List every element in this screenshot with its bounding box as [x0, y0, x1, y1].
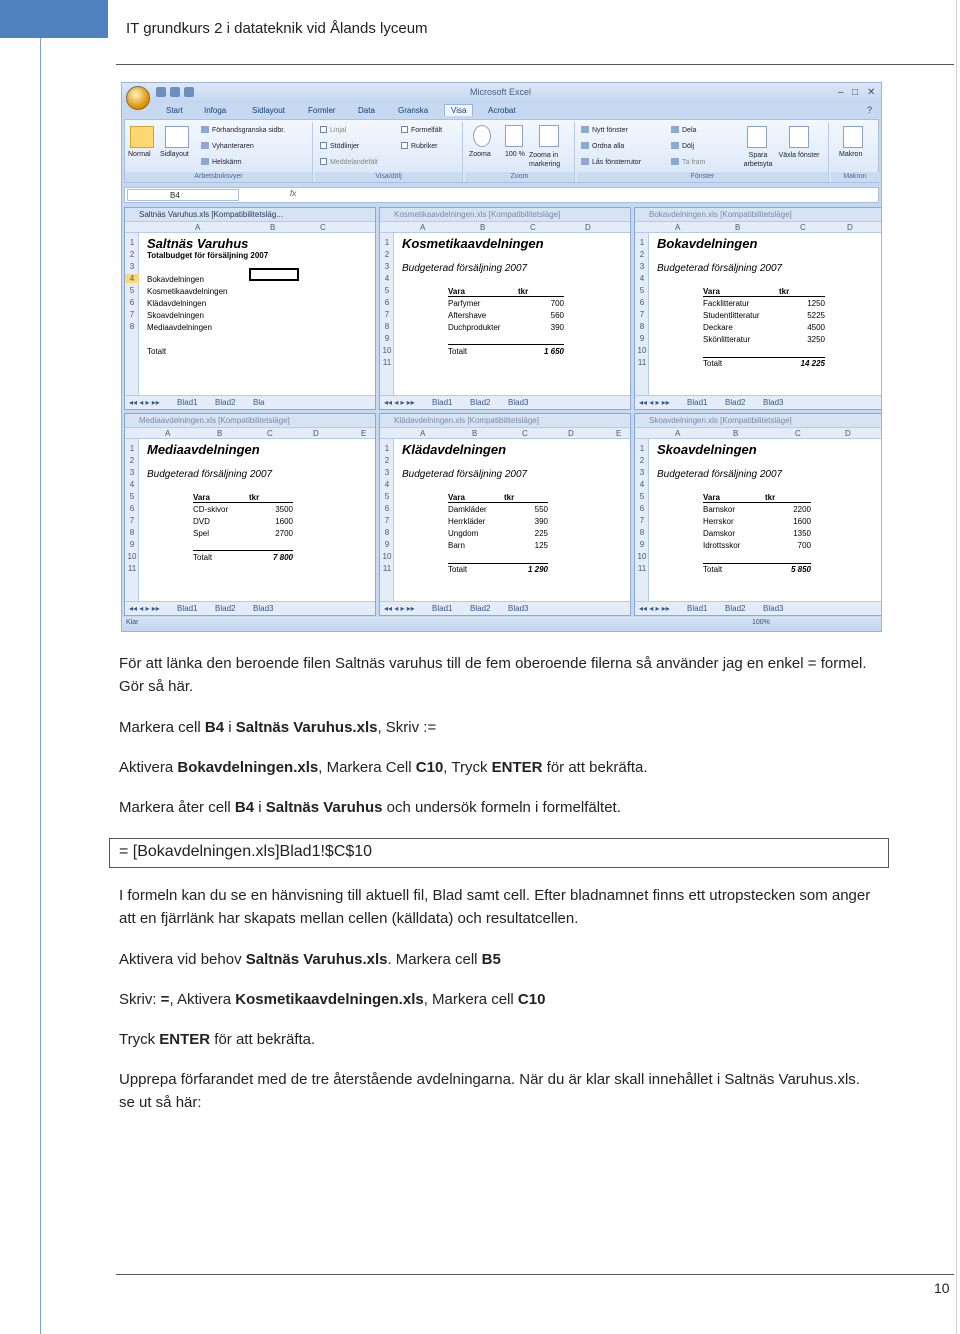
- sheet-tab-blad3[interactable]: Blad3: [508, 398, 529, 407]
- cell-tkr-header: tkr: [765, 493, 776, 502]
- cell-item: Duchprodukter: [448, 323, 501, 332]
- zoom-100-icon[interactable]: [505, 125, 523, 147]
- header-underline: [703, 502, 811, 503]
- col-e[interactable]: E: [361, 429, 367, 438]
- col-b[interactable]: B: [480, 223, 486, 232]
- sheet-tab-blad3[interactable]: Blad3: [508, 604, 529, 613]
- row-headers: 1 2 3 4 5 6 7 8 9 10 11: [380, 233, 394, 395]
- sheet-tabs: [380, 601, 630, 615]
- cell-value: 3250: [807, 335, 825, 344]
- cell-value: 4500: [807, 323, 825, 332]
- window-title: Bokavdelningen.xls [Kompatibilitetsläge]: [635, 208, 882, 222]
- col-d[interactable]: D: [847, 223, 853, 232]
- cell-list-item: Bokavdelningen: [147, 275, 204, 284]
- sheet-tab-blad3[interactable]: Blad3: [253, 604, 274, 613]
- maximize-icon[interactable]: □: [852, 87, 859, 98]
- tab-start[interactable]: Start: [166, 106, 183, 115]
- message-bar-checkbox[interactable]: Meddelandefält: [320, 158, 378, 166]
- cell-list-item: Kosmetikaavdelningen: [147, 287, 228, 296]
- status-ready: Klar: [126, 619, 139, 626]
- sheet-tab-blad1[interactable]: Blad1: [687, 604, 708, 613]
- row-headers: 1 2 3 4 5 6 7 8 9 10 11: [635, 233, 649, 395]
- sheet-nav-icon[interactable]: ◂◂ ◂ ▸ ▸▸: [384, 604, 415, 613]
- formula-bar-checkbox[interactable]: Formelfält: [401, 126, 442, 134]
- cell-tkr-header: tkr: [249, 493, 260, 502]
- window-title: Skoavdelningen.xls [Kompatibilitetsläge]: [635, 414, 882, 428]
- total-underline: [448, 344, 564, 345]
- cell-item: Barn: [448, 541, 465, 550]
- sheet-tab-blad1[interactable]: Blad1: [432, 398, 453, 407]
- tab-visa[interactable]: Visa: [444, 104, 473, 116]
- cell-value: 550: [534, 505, 548, 514]
- zoom-selection-icon[interactable]: [539, 125, 559, 147]
- switch-windows-icon[interactable]: [789, 126, 809, 148]
- zoom-100-label: 100 %: [505, 151, 525, 158]
- cell-value: 1350: [793, 529, 811, 538]
- arranged-windows: [124, 207, 881, 617]
- col-d[interactable]: D: [845, 429, 851, 438]
- sheet-tabs: [125, 601, 375, 615]
- cell-heading: Skoavdelningen: [657, 442, 757, 457]
- sheet-tab-blad2[interactable]: Blad2: [470, 604, 491, 613]
- cell-item: CD-skivor: [193, 505, 229, 514]
- col-c[interactable]: C: [320, 223, 326, 232]
- freeze-panes-icon: [581, 158, 589, 165]
- col-e[interactable]: E: [616, 429, 622, 438]
- cell-item: Damkläder: [448, 505, 487, 514]
- window-title: Saltnäs Varuhus.xls [Kompatibilitetsläg...: [125, 208, 375, 222]
- split-button[interactable]: Dela: [671, 126, 696, 134]
- paragraph-repeat: Upprepa förfarandet med de tre återstående avdelningarna. När du är klar skall innehållet i Saltnäs Varuhus.xls. se ut så här:: [119, 1071, 860, 1111]
- sheet-nav-icon[interactable]: ◂◂ ◂ ▸ ▸▸: [639, 398, 670, 407]
- excel-title-bar: [122, 83, 881, 103]
- arrange-all-button[interactable]: Ordna alla: [581, 142, 624, 150]
- instruction-step: Markera åter cell B4 i Saltnäs Varuhus och undersök formeln i formelfältet.: [119, 799, 621, 816]
- footer-rule: [116, 1274, 954, 1275]
- cell-total-value: 1 650: [543, 347, 564, 356]
- row-headers: 1 2 3 4 5 6 7 8 9 10 11: [380, 439, 394, 601]
- cell-grid[interactable]: [394, 439, 630, 601]
- cell-item: Herrkläder: [448, 517, 486, 526]
- cell-total-label: Totalt: [448, 347, 468, 356]
- header-rule: [116, 64, 954, 65]
- cell-value: 1600: [275, 517, 293, 526]
- cell-subheading: Budgeterad försäljning 2007: [402, 469, 528, 480]
- instruction-step: Skriv: =, Aktivera Kosmetikaavdelningen.xls, Markera cell C10: [119, 991, 546, 1008]
- new-window-button[interactable]: Nytt fönster: [581, 126, 628, 134]
- column-headers: [125, 428, 375, 439]
- sheet-nav-icon[interactable]: ◂◂ ◂ ▸ ▸▸: [639, 604, 670, 613]
- col-d[interactable]: D: [585, 223, 591, 232]
- tab-infoga[interactable]: Infoga: [204, 106, 227, 115]
- cell-tkr-header: tkr: [779, 287, 790, 296]
- arrange-all-icon: [581, 142, 589, 149]
- row-headers: 1 2 3 4 5 6 7 8: [125, 233, 139, 395]
- header-accent-block: [0, 0, 108, 38]
- page-number: 10: [934, 1280, 950, 1296]
- cell-value: 125: [534, 541, 548, 550]
- col-b[interactable]: B: [735, 223, 741, 232]
- sheet-tab-blad1[interactable]: Blad1: [687, 398, 708, 407]
- header-underline: [193, 502, 293, 503]
- tab-acrobat[interactable]: Acrobat: [488, 106, 516, 115]
- group-makron: [831, 122, 879, 182]
- macros-icon[interactable]: [843, 126, 863, 148]
- cell-value: 1600: [793, 517, 811, 526]
- unhide-icon: [671, 158, 679, 165]
- cell-vara-header: Vara: [448, 493, 465, 502]
- sheet-tab-blad2[interactable]: Blad2: [725, 398, 746, 407]
- cell-total-value: 7 800: [272, 553, 293, 562]
- sheet-tab-blad2[interactable]: Blad2: [470, 398, 491, 407]
- cell-value: 5225: [807, 311, 825, 320]
- group-arbetsboksvyer: [125, 122, 313, 182]
- col-d[interactable]: D: [568, 429, 574, 438]
- freeze-panes-button[interactable]: Lås fönsterrutor: [581, 158, 641, 166]
- zoom-icon[interactable]: [473, 125, 491, 147]
- row-headers: 1 2 3 4 5 6 7 8 9 10 11: [635, 439, 649, 601]
- cell-total-value: 14 225: [800, 359, 825, 368]
- column-headers: [635, 222, 882, 233]
- page-break-icon: [201, 126, 209, 133]
- window-bokavdelningen[interactable]: [634, 207, 882, 410]
- ruler-checkbox[interactable]: Linjal: [320, 126, 346, 134]
- page-layout-icon[interactable]: [165, 126, 189, 148]
- cell-total-label: Totalt: [448, 565, 468, 574]
- cell-value: 1250: [807, 299, 825, 308]
- formula-box: [109, 838, 889, 868]
- cell-value: 2700: [275, 529, 293, 538]
- cell-heading: Mediaavdelningen: [147, 442, 260, 457]
- margin-line: [40, 38, 41, 1334]
- paragraph-intro: För att länka den beroende filen Saltnäs varuhus till de fem oberoende filerna så använder jag en enkel = formel. Gör så här.: [119, 655, 867, 695]
- minimize-icon[interactable]: –: [838, 87, 844, 98]
- cell-total-label: Totalt: [703, 565, 723, 574]
- cell-grid[interactable]: [649, 233, 882, 395]
- instruction-step: Aktivera Bokavdelningen.xls, Markera Cell C10, Tryck ENTER för att bekräfta.: [119, 759, 648, 776]
- formula-text: = [Bokavdelningen.xls]Blad1!$C$10: [119, 843, 373, 860]
- group-fonster: [577, 122, 829, 182]
- total-underline: [193, 550, 293, 551]
- total-underline: [448, 563, 548, 564]
- group-label-visa-dolj: Visa/dölj: [315, 172, 462, 182]
- col-c[interactable]: C: [522, 429, 528, 438]
- full-screen-button[interactable]: Helskärm: [201, 158, 242, 166]
- group-label-zoom: Zoom: [465, 172, 574, 182]
- window-mediaavdelningen[interactable]: [124, 413, 376, 616]
- column-headers: [380, 428, 630, 439]
- col-b[interactable]: B: [217, 429, 223, 438]
- col-c[interactable]: C: [800, 223, 806, 232]
- sheet-tabs: [380, 395, 630, 409]
- cell-total-value: 5 850: [790, 565, 811, 574]
- custom-views-icon: [201, 142, 209, 149]
- group-visa-dolj: [315, 122, 463, 182]
- cell-list-item: Mediaavdelningen: [147, 323, 212, 332]
- cell-total-label: Totalt: [193, 553, 213, 562]
- sheet-tab-blad2[interactable]: Blad2: [215, 604, 236, 613]
- total-underline: [703, 563, 811, 564]
- cell-value: 560: [550, 311, 564, 320]
- cell-grid[interactable]: [139, 439, 375, 601]
- custom-views-button[interactable]: Vyhanteraren: [201, 142, 254, 150]
- page-edge-line: [956, 0, 957, 1334]
- save-icon[interactable]: [156, 87, 166, 97]
- split-icon: [671, 126, 679, 133]
- cell-subheading: Totalbudget för försäljning 2007: [147, 251, 269, 260]
- window-kosmetikaavdelningen[interactable]: [379, 207, 631, 410]
- selected-cell-b4[interactable]: [249, 268, 299, 281]
- quick-access-toolbar[interactable]: [156, 87, 216, 99]
- tab-formler[interactable]: Formler: [308, 106, 336, 115]
- cell-heading: Bokavdelningen: [657, 236, 758, 251]
- sheet-tab-blad3[interactable]: Blad3: [763, 398, 784, 407]
- save-workspace-icon[interactable]: [747, 126, 767, 148]
- excel-status-bar: [122, 617, 881, 631]
- sheet-tabs: [635, 601, 882, 615]
- cell-vara-header: Vara: [703, 493, 720, 502]
- sheet-tab-blad3[interactable]: Blad3: [763, 604, 784, 613]
- col-c[interactable]: C: [267, 429, 273, 438]
- window-title: Mediaavdelningen.xls [Kompatibilitetsläge]: [125, 414, 375, 428]
- paragraph-explanation: I formeln kan du se en hänvisning till aktuell fil, Blad samt cell. Efter bladnamnet finns ett utropstecken som anger att en fjärrlänk har skapats mellan cellen (källdata) och resultatcellen.: [119, 887, 871, 927]
- col-b[interactable]: B: [270, 223, 276, 232]
- excel-screenshot: [121, 82, 882, 632]
- cell-value: 3500: [275, 505, 293, 514]
- instruction-step: Aktivera vid behov Saltnäs Varuhus.xls. Markera cell B5: [119, 951, 501, 968]
- col-a[interactable]: A: [420, 223, 426, 232]
- cell-vara-header: Vara: [448, 287, 465, 296]
- sheet-tab-blad2[interactable]: Blad2: [215, 398, 236, 407]
- column-headers: [125, 222, 375, 233]
- cell-item: Studentlitteratur: [703, 311, 760, 320]
- header-underline: [448, 296, 564, 297]
- cell-total-label: Totalt: [703, 359, 723, 368]
- window-title: Klädavdelningen.xls [Kompatibilitetsläge]: [380, 414, 630, 428]
- cell-vara-header: Vara: [193, 493, 210, 502]
- cell-subheading: Budgeterad försäljning 2007: [147, 469, 273, 480]
- ribbon-tabs: [122, 103, 881, 119]
- col-a[interactable]: A: [165, 429, 171, 438]
- cell-heading: Saltnäs Varuhus: [147, 236, 249, 251]
- sheet-tab-blad1[interactable]: Blad1: [177, 604, 198, 613]
- cell-heading: Kosmetikaavdelningen: [402, 236, 544, 251]
- tab-sidlayout[interactable]: Sidlayout: [252, 106, 285, 115]
- cell-item: Ungdom: [448, 529, 479, 538]
- sheet-nav-icon[interactable]: ◂◂ ◂ ▸ ▸▸: [129, 604, 160, 613]
- redo-icon[interactable]: [184, 87, 194, 97]
- cell-item: Parfymer: [448, 299, 481, 308]
- total-underline: [703, 357, 825, 358]
- cell-subheading: Budgeterad försäljning 2007: [657, 469, 783, 480]
- col-c[interactable]: C: [530, 223, 536, 232]
- column-headers: [380, 222, 630, 233]
- switch-windows-label: Växla fönster: [778, 152, 820, 159]
- sheet-tab-blad2[interactable]: Blad2: [725, 604, 746, 613]
- zoom-level[interactable]: 100%: [752, 619, 770, 626]
- zoom-selection-label: Zooma in markering: [529, 152, 561, 168]
- cell-grid[interactable]: [649, 439, 882, 601]
- cell-heading: Klädavdelningen: [402, 442, 507, 457]
- save-workspace-label: Spara arbetsyta: [743, 152, 773, 168]
- sheet-tabs: [125, 395, 375, 409]
- cell-vara-header: Vara: [703, 287, 720, 296]
- instruction-step: Tryck ENTER för att bekräfta.: [119, 1031, 316, 1048]
- cell-item: Skönlitteratur: [703, 335, 751, 344]
- col-c[interactable]: C: [795, 429, 801, 438]
- col-a[interactable]: A: [675, 223, 681, 232]
- cell-subheading: Budgeterad försäljning 2007: [657, 263, 783, 274]
- unhide-button[interactable]: Ta fram: [671, 158, 705, 166]
- sheet-nav-icon[interactable]: ◂◂ ◂ ▸ ▸▸: [129, 398, 160, 407]
- cell-grid[interactable]: [139, 233, 375, 395]
- cell-value: 225: [534, 529, 548, 538]
- instruction-step: Markera cell B4 i Saltnäs Varuhus.xls, Skriv :=: [119, 719, 437, 736]
- window-saltnas-varuhus[interactable]: [124, 207, 376, 410]
- cell-total-value: 1 290: [527, 565, 548, 574]
- group-zoom: [465, 122, 575, 182]
- cell-value: 2200: [793, 505, 811, 514]
- cell-item: DVD: [193, 517, 210, 526]
- window-kladavdelningen[interactable]: [379, 413, 631, 616]
- fx-icon[interactable]: fx: [290, 189, 297, 198]
- cell-item: Damskor: [703, 529, 736, 538]
- cell-value: 700: [550, 299, 564, 308]
- page-layout-label: Sidlayout: [160, 151, 189, 158]
- header-underline: [703, 296, 825, 297]
- sheet-tab-blad1[interactable]: Blad1: [177, 398, 198, 407]
- gridlines-checkbox[interactable]: Stödlinjer: [320, 142, 359, 150]
- cell-tkr-header: tkr: [518, 287, 529, 296]
- sheet-tab-blad1[interactable]: Blad1: [432, 604, 453, 613]
- page-header-title: IT grundkurs 2 i datateknik vid Ålands lyceum: [126, 20, 428, 37]
- cell-item: Idrottsskor: [703, 541, 741, 550]
- window-title: Kosmetikaavdelningen.xls [Kompatibilitetsläge]: [380, 208, 630, 222]
- formula-bar: [124, 187, 879, 203]
- column-headers: [635, 428, 882, 439]
- page-break-preview-button[interactable]: Förhandsgranska sidbr.: [201, 126, 285, 134]
- col-b[interactable]: B: [472, 429, 478, 438]
- name-box[interactable]: B4: [127, 189, 239, 201]
- col-a[interactable]: A: [675, 429, 681, 438]
- normal-view-label: Normal: [128, 151, 151, 158]
- undo-icon[interactable]: [170, 87, 180, 97]
- close-icon[interactable]: ✕: [867, 87, 876, 98]
- cell-subheading: Budgeterad försäljning 2007: [402, 263, 528, 274]
- cell-list-item: Klädavdelningen: [147, 299, 207, 308]
- cell-value: 390: [534, 517, 548, 526]
- tab-data[interactable]: Data: [358, 106, 375, 115]
- macros-label: Makron: [839, 151, 863, 158]
- header-underline: [448, 502, 548, 503]
- sheet-tab-blad3[interactable]: Bla: [253, 398, 265, 407]
- group-label-fonster: Fönster: [577, 172, 828, 182]
- tab-granska[interactable]: Granska: [398, 106, 429, 115]
- cell-total-label: Totalt: [147, 347, 167, 356]
- group-label-arbetsboksvyer: Arbetsboksvyer: [125, 172, 312, 182]
- headings-checkbox[interactable]: Rubriker: [401, 142, 437, 150]
- col-d[interactable]: D: [313, 429, 319, 438]
- cell-value: 700: [797, 541, 811, 550]
- cell-item: Barnskor: [703, 505, 736, 514]
- cell-tkr-header: tkr: [504, 493, 515, 502]
- cell-value: 390: [550, 323, 564, 332]
- col-b[interactable]: B: [733, 429, 739, 438]
- cell-list-item: Skoavdelningen: [147, 311, 204, 320]
- sheet-nav-icon[interactable]: ◂◂ ◂ ▸ ▸▸: [384, 398, 415, 407]
- ribbon-visa: [124, 119, 879, 183]
- sheet-tabs: [635, 395, 882, 409]
- hide-icon: [671, 142, 679, 149]
- col-a[interactable]: A: [195, 223, 201, 232]
- cell-item: Spel: [193, 529, 210, 538]
- excel-app-title: Microsoft Excel: [470, 87, 532, 97]
- new-window-icon: [581, 126, 589, 133]
- cell-grid[interactable]: [394, 233, 630, 395]
- hide-button[interactable]: Dölj: [671, 142, 694, 150]
- col-a[interactable]: A: [420, 429, 426, 438]
- row-headers: 1 2 3 4 5 6 7 8 9 10 11: [125, 439, 139, 601]
- cell-item: Deckare: [703, 323, 733, 332]
- cell-item: Herrskor: [703, 517, 734, 526]
- zoom-label: Zooma: [469, 151, 491, 158]
- normal-view-icon[interactable]: [130, 126, 154, 148]
- cell-item: Aftershave: [448, 311, 487, 320]
- full-screen-icon: [201, 158, 209, 165]
- help-icon[interactable]: ?: [867, 105, 873, 115]
- cell-item: Facklitteratur: [703, 299, 750, 308]
- group-label-makron: Makron: [831, 172, 879, 182]
- window-skoavdelningen[interactable]: [634, 413, 882, 616]
